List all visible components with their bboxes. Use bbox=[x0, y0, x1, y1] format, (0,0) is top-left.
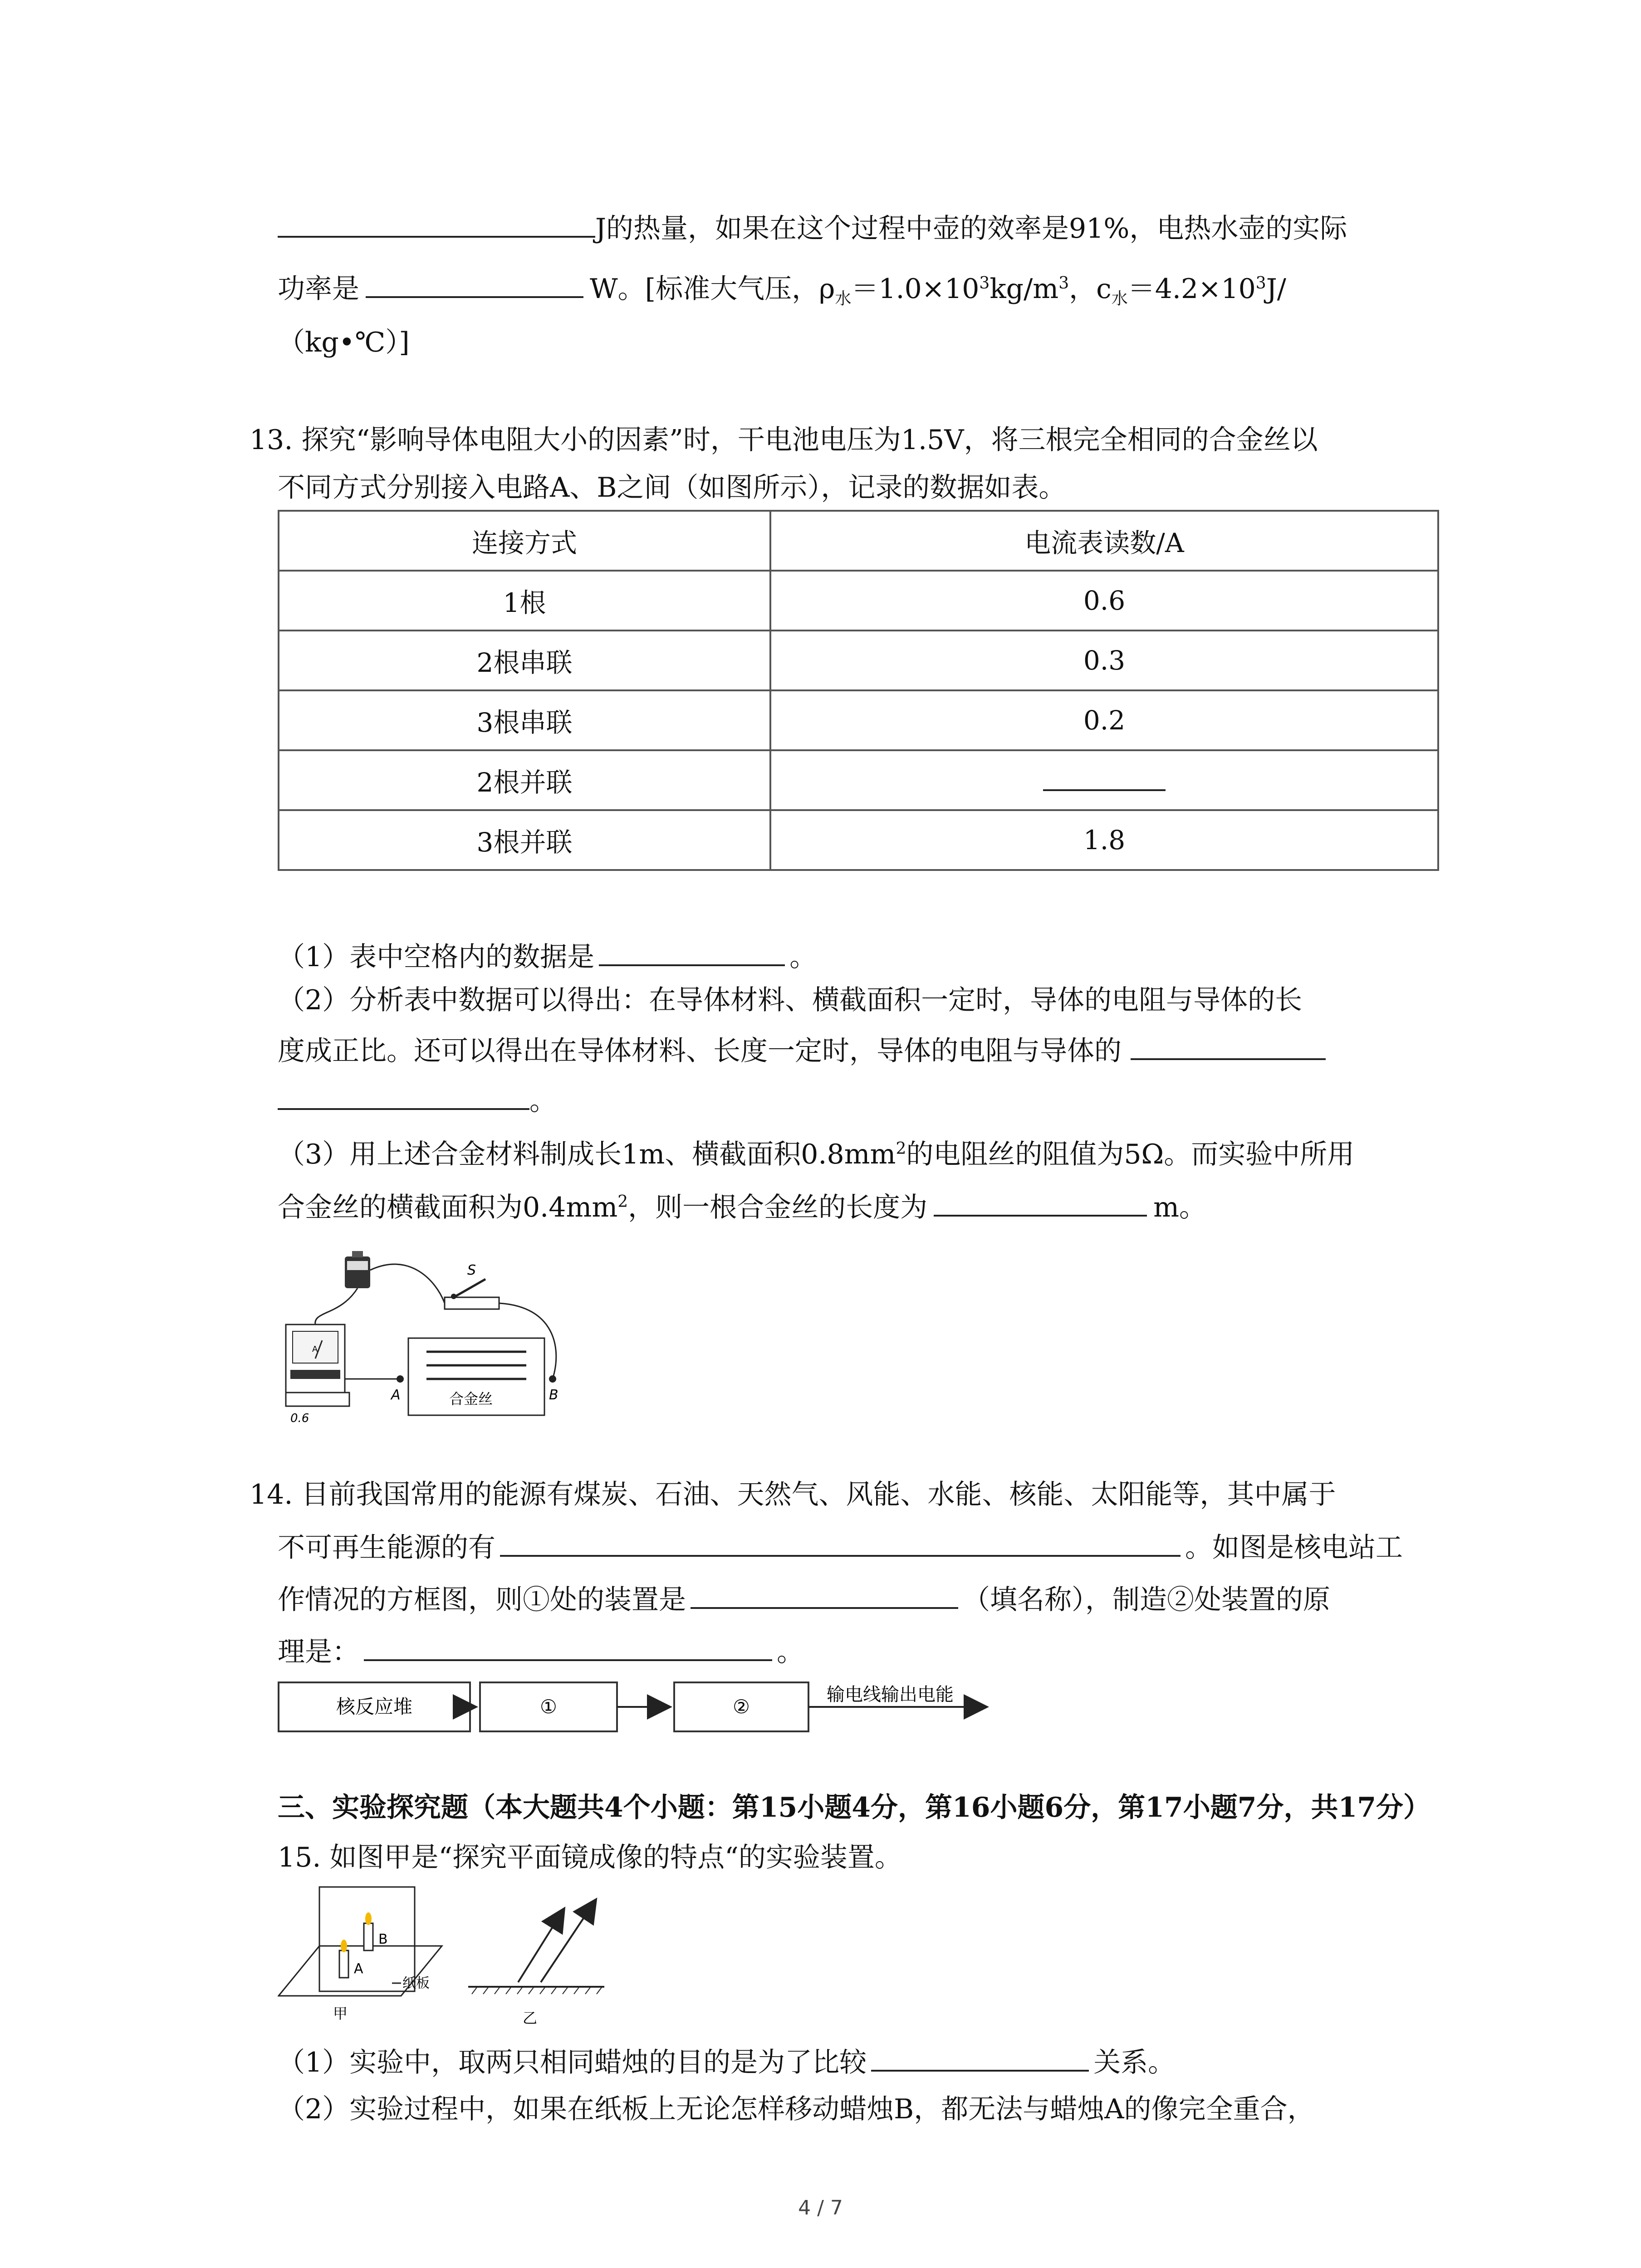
q13-part-2a: （2）分析表中数据可以得出：在导体材料、横截面积一定时，导体的电阻与导体的长 bbox=[278, 984, 1303, 1016]
answer-blank[interactable] bbox=[364, 1633, 772, 1661]
battery-icon bbox=[345, 1251, 370, 1288]
board-label: 纸板 bbox=[402, 1975, 430, 1991]
answer-blank[interactable] bbox=[934, 1188, 1147, 1217]
q15-part-2: （2）实验过程中，如果在纸板上无论怎样移动蜡烛B，都无法与蜡烛A的像完全重合， bbox=[278, 2093, 1315, 2125]
figure-jia-label: 甲 bbox=[333, 2005, 348, 2022]
alloy-wire-box bbox=[408, 1338, 544, 1415]
alloy-label: 合金丝 bbox=[449, 1390, 493, 1408]
ammeter-label: A bbox=[312, 1344, 318, 1354]
table-row bbox=[279, 810, 1438, 870]
q12-line-1: J的热量，如果在这个过程中壶的效率是91%，电热水壶的实际 bbox=[278, 210, 1347, 247]
table-cell: 2根串联 bbox=[279, 631, 770, 690]
nuclear-plant-flow-diagram bbox=[278, 1676, 1004, 1740]
q14-line-1: 14. 目前我国常用的能源有煤炭、石油、天然气、风能、水能、核能、太阳能等，其中属于 bbox=[250, 1479, 1336, 1510]
mirror-experiment-figure bbox=[278, 1882, 686, 2028]
table-cell: 0.6 bbox=[770, 571, 1438, 631]
q14-line-4: 理是： 。 bbox=[278, 1633, 804, 1670]
table-cell: 2根并联 bbox=[279, 750, 770, 810]
answer-blank[interactable] bbox=[278, 210, 595, 238]
q13-part-3a: （3）用上述合金材料制成长1m、横截面积$0.8mm^2$的电阻丝的阻值为5Ω。而实验中所用 bbox=[278, 1139, 1355, 1170]
table-header-cell: 电流表读数/A bbox=[770, 511, 1438, 571]
answer-blank[interactable] bbox=[691, 1581, 958, 1609]
table-row bbox=[279, 690, 1438, 750]
table-cell: 0.3 bbox=[770, 631, 1438, 690]
flow-label-2: ② bbox=[733, 1696, 750, 1718]
table-row bbox=[279, 571, 1438, 631]
terminal-b-label: B bbox=[549, 1387, 558, 1403]
answer-blank[interactable] bbox=[1043, 763, 1166, 791]
ammeter-scale: 0.6 bbox=[290, 1412, 309, 1425]
page-number: 4 / 7 bbox=[798, 2196, 843, 2219]
candle-a-label: A bbox=[354, 1961, 363, 1977]
section-heading: 三、实验探究题（本大题共4个小题：第15小题4分，第16小题6分，第17小题7分，共17分） bbox=[278, 1792, 1430, 1823]
table-row bbox=[279, 631, 1438, 690]
table-header-row bbox=[279, 511, 1438, 571]
candle-b-label: B bbox=[378, 1931, 388, 1947]
circuit-diagram bbox=[272, 1243, 590, 1433]
table-row bbox=[279, 750, 1438, 810]
flow-label-reactor: 核反应堆 bbox=[336, 1696, 413, 1718]
table-cell: 1根 bbox=[279, 571, 770, 631]
q15-line-1: 15. 如图甲是“探究平面镜成像的特点“的实验装置。 bbox=[278, 1842, 902, 1873]
answer-blank[interactable] bbox=[278, 1082, 529, 1110]
answer-blank[interactable] bbox=[599, 938, 785, 966]
answer-blank[interactable] bbox=[366, 270, 583, 298]
terminal-a-label: A bbox=[391, 1387, 401, 1403]
q13-part-3b: 合金丝的横截面积为$0.4mm^2$，则一根合金丝的长度为 m。 bbox=[278, 1188, 1206, 1226]
ammeter-icon bbox=[286, 1325, 349, 1425]
q13-part-1: （1）表中空格内的数据是 。 bbox=[278, 938, 817, 975]
answer-blank[interactable] bbox=[871, 2043, 1089, 2072]
table-cell: 3根并联 bbox=[279, 810, 770, 870]
q13-part-2c: 。 bbox=[278, 1082, 557, 1119]
q13-line-1: 13. 探究“影响导体电阻大小的因素”时，干电池电压为1.5V，将三根完全相同的合金丝以 bbox=[250, 424, 1318, 456]
table-header-cell: 连接方式 bbox=[279, 511, 770, 571]
switch-label: S bbox=[467, 1262, 476, 1278]
q15-part-1: （1）实验中，取两只相同蜡烛的目的是为了比较 关系。 bbox=[278, 2043, 1175, 2081]
flow-label-1: ① bbox=[540, 1696, 557, 1718]
figure-yi bbox=[468, 1901, 604, 2027]
switch-icon bbox=[445, 1262, 499, 1309]
q13-part-2b: 度成正比。还可以得出在导体材料、长度一定时，导体的电阻与导体的 bbox=[278, 1032, 1326, 1069]
q13-data-table bbox=[278, 510, 1439, 871]
answer-blank[interactable] bbox=[500, 1529, 1181, 1557]
flow-label-output: 输电线输出电能 bbox=[827, 1684, 954, 1705]
figure-jia bbox=[279, 1887, 442, 2022]
q14-line-2: 不可再生能源的有 。如图是核电站工 bbox=[278, 1529, 1403, 1566]
q14-line-3: 作情况的方框图，则①处的装置是 （填名称），制造②处装置的原 bbox=[278, 1581, 1330, 1618]
table-cell: 0.2 bbox=[770, 690, 1438, 750]
table-cell-blank[interactable] bbox=[770, 750, 1438, 810]
q12-line-3: （kg•℃）] bbox=[278, 327, 410, 358]
answer-blank[interactable] bbox=[1131, 1032, 1326, 1060]
table-cell: 1.8 bbox=[770, 810, 1438, 870]
q12-line-2: 功率是 W。[标准大气压，$\rho_水=1.0\times 10^3kg/m^3$，$c_水=4.2\times 10^3J/$ bbox=[278, 270, 1286, 307]
figure-yi-label: 乙 bbox=[523, 2009, 538, 2027]
q13-line-2: 不同方式分别接入电路A、B之间（如图所示），记录的数据如表。 bbox=[278, 472, 1066, 503]
table-cell: 3根串联 bbox=[279, 690, 770, 750]
